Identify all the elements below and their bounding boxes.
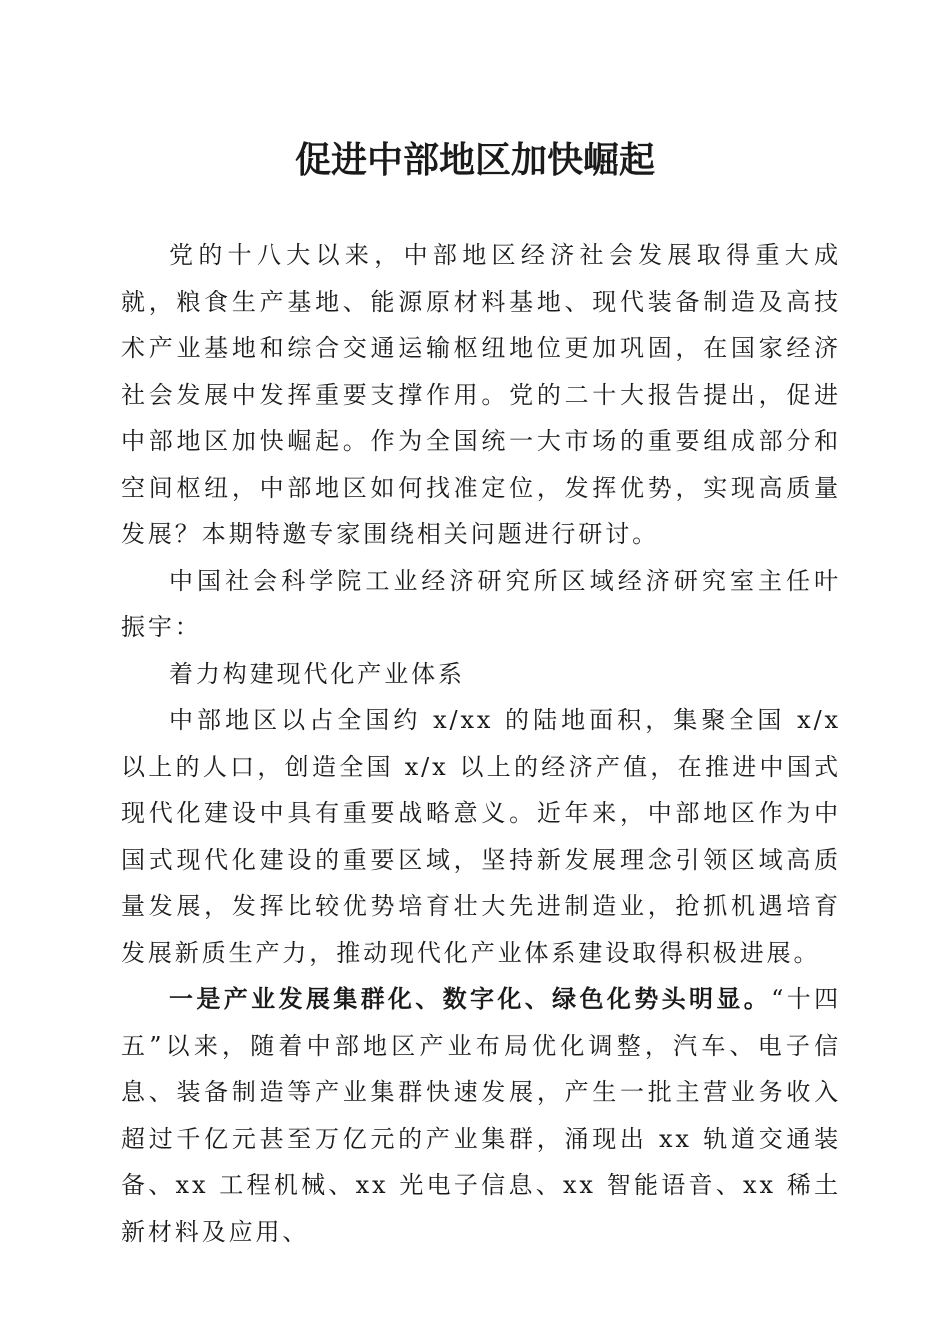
paragraph-overview: 中部地区以占全国约 x/xx 的陆地面积，集聚全国 x/x 以上的人口，创造全国 x/x 以上的经济产值，在推进中国式现代化建设中具有重要战略意义。近年来，中部地区作为中国式现代化建设的重要区域，坚持新发展理念引领区域高质量发展，发挥比较优势培育壮大先进制造业，抢抓机遇培育发展新质生产力，推动现代化产业体系建设取得积极进展。 [121,706,841,967]
document-title: 促进中部地区加快崛起 [294,139,655,181]
paragraph-point-one [121,976,841,1255]
paragraph-point-one-text: “十四五”以来，随着中部地区产业布局优化调整，汽车、电子信息、装备制造等产业集群快速发展，产生一批主营业务收入超过千亿元甚至万亿元的产业集群，涌现出 xx 轨道交通装备、xx 工程机械、xx 光电子信息、xx 智能语音、xx 稀土新材料及应用、 [121,985,841,1246]
document-body [121,232,841,1255]
paragraph-subheading: 着力构建现代化产业体系 [169,659,465,688]
paragraph-intro: 党的十八大以来，中部地区经济社会发展取得重大成就，粮食生产基地、能源原材料基地、现代装备制造及高技术产业基地和综合交通运输枢纽地位更加巩固，在国家经济社会发展中发挥重要支撑作用。党的二十大报告提出，促进中部地区加快崛起。作为全国统一大市场的重要组成部分和空间枢纽，中部地区如何找准定位，发挥优势，实现高质量发展？本期特邀专家围绕相关问题进行研讨。 [121,241,841,548]
paragraph-author: 中国社会科学院工业经济研究所区域经济研究室主任叶振宇： [121,566,841,641]
paragraph-point-one-lead: 一是产业发展集群化、数字化、绿色化势头明显。 [169,984,772,1013]
